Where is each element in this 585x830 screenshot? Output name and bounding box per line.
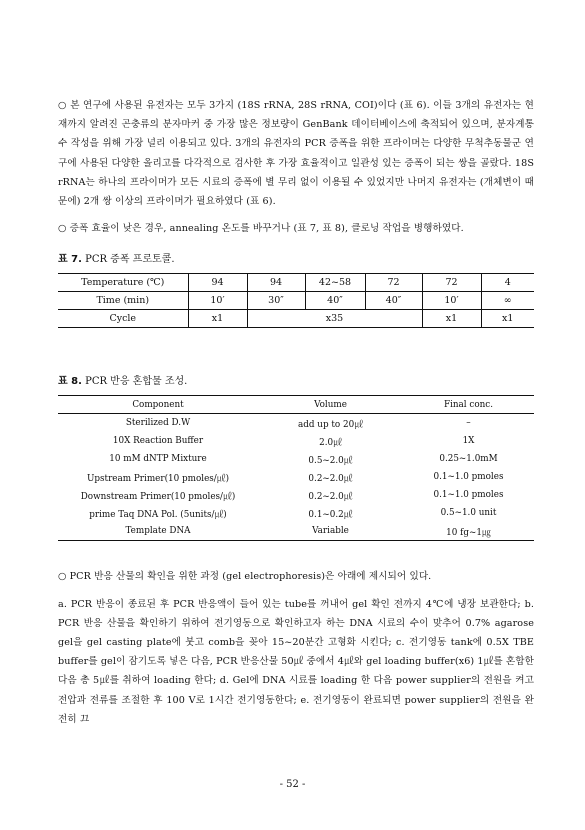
table-cell: x35 bbox=[247, 310, 422, 328]
table-cell: 10 mM dNTP Mixture bbox=[109, 454, 207, 465]
table-cell: 10′ bbox=[188, 292, 247, 310]
table-cell: 10X Reaction Buffer bbox=[112, 436, 204, 447]
document-page bbox=[58, 96, 534, 729]
annealing-paragraph: ○ 증폭 효율이 낮은 경우, annealing 온도를 바꾸거나 (표 7, 표 8), 클로닝 작업을 병행하였다. bbox=[58, 223, 464, 235]
table-cell: 30″ bbox=[247, 292, 305, 310]
table-cell: 1X bbox=[462, 436, 475, 447]
table-cell: 4 bbox=[481, 274, 534, 292]
table-cell: ∞ bbox=[481, 292, 534, 310]
table8-caption bbox=[58, 374, 534, 390]
table-cell: x1 bbox=[422, 310, 481, 328]
table-row bbox=[58, 504, 534, 522]
table-cell: 0.1~1.0 pmoles bbox=[433, 490, 504, 501]
table7-label: 표 7. bbox=[58, 254, 82, 266]
table-cell: Temperature (℃) bbox=[58, 274, 188, 292]
table-cell: 40″ bbox=[305, 292, 365, 310]
table-cell: Cycle bbox=[58, 310, 188, 328]
table-row bbox=[58, 522, 534, 541]
intro-paragraph: ○ 본 연구에 사용된 유전자는 모두 3가지 (18S rRNA, 28S rRNA, COI)이다 (표 6). 이들 3개의 유전자는 현재까지 알려진 곤충류의 분자마커 중 가장 많은 정보량이 GenBank 데이터베이스에 축적되어 있으며, 분자계통수 작성을 위해 가장 널리 이용되고 있다. 3개의 유전자의 PCR 증폭을 위한 프라이머는 다양한 무척추동물군 연구에 사용된 다양한 올리고를 다각적으로 검사한 후 가장 효율적이고 일관성 있는 증폭이 되는 쌍을 골랐다. 18S rRNA는 하나의 프라이머가 모든 시료의 증폭에 별 무리 없이 이용될 수 있었지만 나머지 유전자는 (개체변이 때문에) 2개 쌍 이상의 프라이머가 필요하였다 (표 6). bbox=[58, 100, 534, 208]
table-cell: 0.5~2.0㎕ bbox=[308, 455, 353, 466]
table-cell: x1 bbox=[481, 310, 534, 328]
column-header: Component bbox=[58, 396, 258, 414]
table-cell: x1 bbox=[188, 310, 247, 328]
table7-title: PCR 증폭 프로토콜. bbox=[85, 254, 175, 266]
table-row bbox=[58, 292, 534, 310]
table-cell: Variable bbox=[312, 526, 349, 537]
table-cell: 94 bbox=[188, 274, 247, 292]
table-cell: 42~58 bbox=[305, 274, 365, 292]
table-row bbox=[58, 432, 534, 450]
table-cell: Downstream Primer(10 pmoles/㎕) bbox=[80, 491, 236, 502]
table-row bbox=[58, 310, 534, 328]
table-row bbox=[58, 414, 534, 433]
electrophoresis-steps: a. PCR 반응이 종료된 후 PCR 반응액이 들어 있는 tube를 꺼내어 gel 확인 전까지 4℃에 냉장 보관한다; b. PCR 반응 산물을 확인하기 위하여 전기영동으로 확인하고자 하는 DNA 시료의 수이 맞추어 0.7% agarose gel을 gel casting plate에 붓고 comb을 꽂아 15~20분간 고형화 시킨다; c. 전기영동 tank에 0.5X TBE buffer를 gel이 잠기도록 넣은 다음, PCR 반응산물 50㎕ 중에서 4㎕와 gel loading buffer(x6) 1㎕를 혼합한 다음 총 5㎕를 취하여 loading 한다; d. Gel에 DNA 시료를 loading 한 다음 power supplier의 전원을 켜고 전압과 전류를 조절한 후 100 V로 1시간 전기영동한다; e. 전기영동이 완료되면 power supplier의 전원을 완전히 끄 bbox=[58, 598, 534, 725]
table-cell: 0.1~0.2㎕ bbox=[308, 509, 353, 520]
table-cell: – bbox=[466, 418, 471, 429]
table-cell: 72 bbox=[365, 274, 422, 292]
table-cell: 0.2~2.0㎕ bbox=[308, 491, 353, 502]
table8-title: PCR 반응 혼합물 조성. bbox=[85, 376, 188, 388]
table-cell: 10′ bbox=[422, 292, 481, 310]
table8-label: 표 8. bbox=[58, 376, 82, 388]
table-cell: Sterilized D.W bbox=[125, 418, 191, 429]
table-cell: Time (min) bbox=[58, 292, 188, 310]
table-cell: 0.5~1.0 unit bbox=[440, 508, 497, 519]
table7-caption bbox=[58, 252, 534, 268]
table-row bbox=[58, 486, 534, 504]
table-cell: 2.0㎕ bbox=[319, 437, 342, 448]
table-row bbox=[58, 274, 534, 292]
table-cell: Upstream Primer(10 pmoles/㎕) bbox=[87, 473, 229, 484]
table-cell: Template DNA bbox=[125, 526, 191, 537]
table-cell: 72 bbox=[422, 274, 481, 292]
table-cell: 94 bbox=[247, 274, 305, 292]
page-number: - 52 - bbox=[279, 779, 306, 790]
table-cell: 40″ bbox=[365, 292, 422, 310]
table-cell: 0.1~1.0 pmoles bbox=[433, 472, 504, 483]
table-cell: 0.2~2.0㎕ bbox=[308, 473, 353, 484]
electrophoresis-intro: ○ PCR 반응 산물의 확인을 위한 과정 (gel electrophoresis)은 아래에 제시되어 있다. bbox=[58, 571, 432, 583]
pcr-protocol-table bbox=[58, 273, 534, 328]
column-header: Final conc. bbox=[403, 396, 534, 414]
table-cell: 0.25~1.0mM bbox=[439, 454, 498, 465]
pcr-mixture-table bbox=[58, 395, 534, 541]
column-header: Volume bbox=[258, 396, 403, 414]
table-header-row bbox=[58, 396, 534, 414]
table-cell: prime Taq DNA Pol. (5units/㎕) bbox=[89, 509, 227, 520]
table-row bbox=[58, 450, 534, 468]
table-cell: add up to 20㎕ bbox=[297, 419, 363, 430]
table-row bbox=[58, 468, 534, 486]
table-cell: 10 fg~1㎍ bbox=[446, 527, 491, 538]
